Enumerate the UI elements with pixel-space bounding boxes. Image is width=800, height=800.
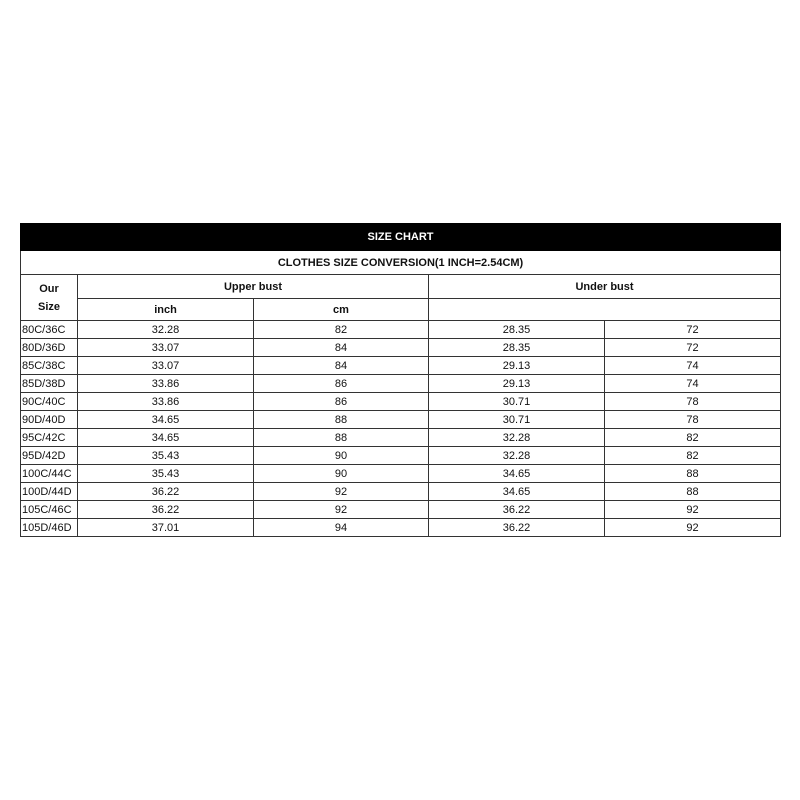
under-inch-cell: 36.22 — [429, 501, 605, 519]
table-row — [21, 447, 781, 465]
under-bust-header: Under bust — [429, 275, 781, 299]
upper-cm-cell: 86 — [254, 375, 429, 393]
table-row — [21, 429, 781, 447]
under-bust-units-blank — [429, 299, 781, 321]
size-cell: 100D/44D — [21, 483, 78, 501]
under-cm-cell: 72 — [605, 321, 781, 339]
size-cell: 80D/36D — [21, 339, 78, 357]
table-row — [21, 357, 781, 375]
upper-inch-header: inch — [78, 299, 254, 321]
under-cm-cell: 92 — [605, 501, 781, 519]
upper-cm-cell: 92 — [254, 501, 429, 519]
upper-cm-cell: 92 — [254, 483, 429, 501]
size-cell: 90D/40D — [21, 411, 78, 429]
upper-cm-cell: 82 — [254, 321, 429, 339]
under-inch-cell: 32.28 — [429, 447, 605, 465]
chart-title: SIZE CHART — [21, 224, 781, 251]
upper-inch-cell: 34.65 — [78, 429, 254, 447]
upper-inch-cell: 36.22 — [78, 501, 254, 519]
under-inch-cell: 30.71 — [429, 393, 605, 411]
upper-inch-cell: 37.01 — [78, 519, 254, 537]
header-row-groups — [21, 275, 781, 299]
table-row — [21, 411, 781, 429]
size-cell: 80C/36C — [21, 321, 78, 339]
under-inch-cell: 36.22 — [429, 519, 605, 537]
upper-cm-cell: 86 — [254, 393, 429, 411]
upper-inch-cell: 36.22 — [78, 483, 254, 501]
under-inch-cell: 29.13 — [429, 357, 605, 375]
our-size-label-line1: Our — [39, 282, 59, 295]
our-size-header — [21, 275, 78, 321]
size-cell: 85D/38D — [21, 375, 78, 393]
under-inch-cell: 34.65 — [429, 483, 605, 501]
size-cell: 105C/46C — [21, 501, 78, 519]
table-row — [21, 321, 781, 339]
upper-inch-cell: 33.86 — [78, 393, 254, 411]
under-cm-cell: 72 — [605, 339, 781, 357]
table-row — [21, 519, 781, 537]
table-row — [21, 501, 781, 519]
upper-inch-cell: 33.07 — [78, 339, 254, 357]
upper-cm-cell: 88 — [254, 429, 429, 447]
under-inch-cell: 28.35 — [429, 321, 605, 339]
under-inch-cell: 28.35 — [429, 339, 605, 357]
size-cell: 95C/42C — [21, 429, 78, 447]
upper-cm-cell: 90 — [254, 447, 429, 465]
table-row — [21, 339, 781, 357]
under-cm-cell: 74 — [605, 357, 781, 375]
size-cell: 95D/42D — [21, 447, 78, 465]
under-cm-cell: 88 — [605, 483, 781, 501]
under-inch-cell: 34.65 — [429, 465, 605, 483]
table-row — [21, 483, 781, 501]
upper-cm-cell: 88 — [254, 411, 429, 429]
under-cm-cell: 92 — [605, 519, 781, 537]
under-cm-cell: 74 — [605, 375, 781, 393]
upper-inch-cell: 35.43 — [78, 465, 254, 483]
upper-inch-cell: 32.28 — [78, 321, 254, 339]
size-cell: 105D/46D — [21, 519, 78, 537]
under-cm-cell: 82 — [605, 429, 781, 447]
under-inch-cell: 30.71 — [429, 411, 605, 429]
upper-cm-cell: 94 — [254, 519, 429, 537]
under-cm-cell: 78 — [605, 411, 781, 429]
under-inch-cell: 32.28 — [429, 429, 605, 447]
upper-cm-header: cm — [254, 299, 429, 321]
table-row — [21, 393, 781, 411]
upper-cm-cell: 84 — [254, 339, 429, 357]
under-inch-cell: 29.13 — [429, 375, 605, 393]
size-cell: 85C/38C — [21, 357, 78, 375]
size-cell: 90C/40C — [21, 393, 78, 411]
under-cm-cell: 88 — [605, 465, 781, 483]
our-size-label-line2: Size — [37, 300, 60, 313]
under-cm-cell: 78 — [605, 393, 781, 411]
upper-inch-cell: 33.07 — [78, 357, 254, 375]
upper-inch-cell: 34.65 — [78, 411, 254, 429]
upper-inch-cell: 33.86 — [78, 375, 254, 393]
upper-cm-cell: 84 — [254, 357, 429, 375]
under-cm-cell: 82 — [605, 447, 781, 465]
subtitle-row — [21, 251, 781, 275]
size-chart-table — [20, 223, 781, 537]
upper-inch-cell: 35.43 — [78, 447, 254, 465]
table-row — [21, 375, 781, 393]
chart-subtitle: CLOTHES SIZE CONVERSION(1 INCH=2.54CM) — [21, 251, 781, 275]
upper-bust-header: Upper bust — [78, 275, 429, 299]
header-row-units — [21, 299, 781, 321]
upper-cm-cell: 90 — [254, 465, 429, 483]
size-cell: 100C/44C — [21, 465, 78, 483]
table-row — [21, 465, 781, 483]
title-row — [21, 224, 781, 251]
